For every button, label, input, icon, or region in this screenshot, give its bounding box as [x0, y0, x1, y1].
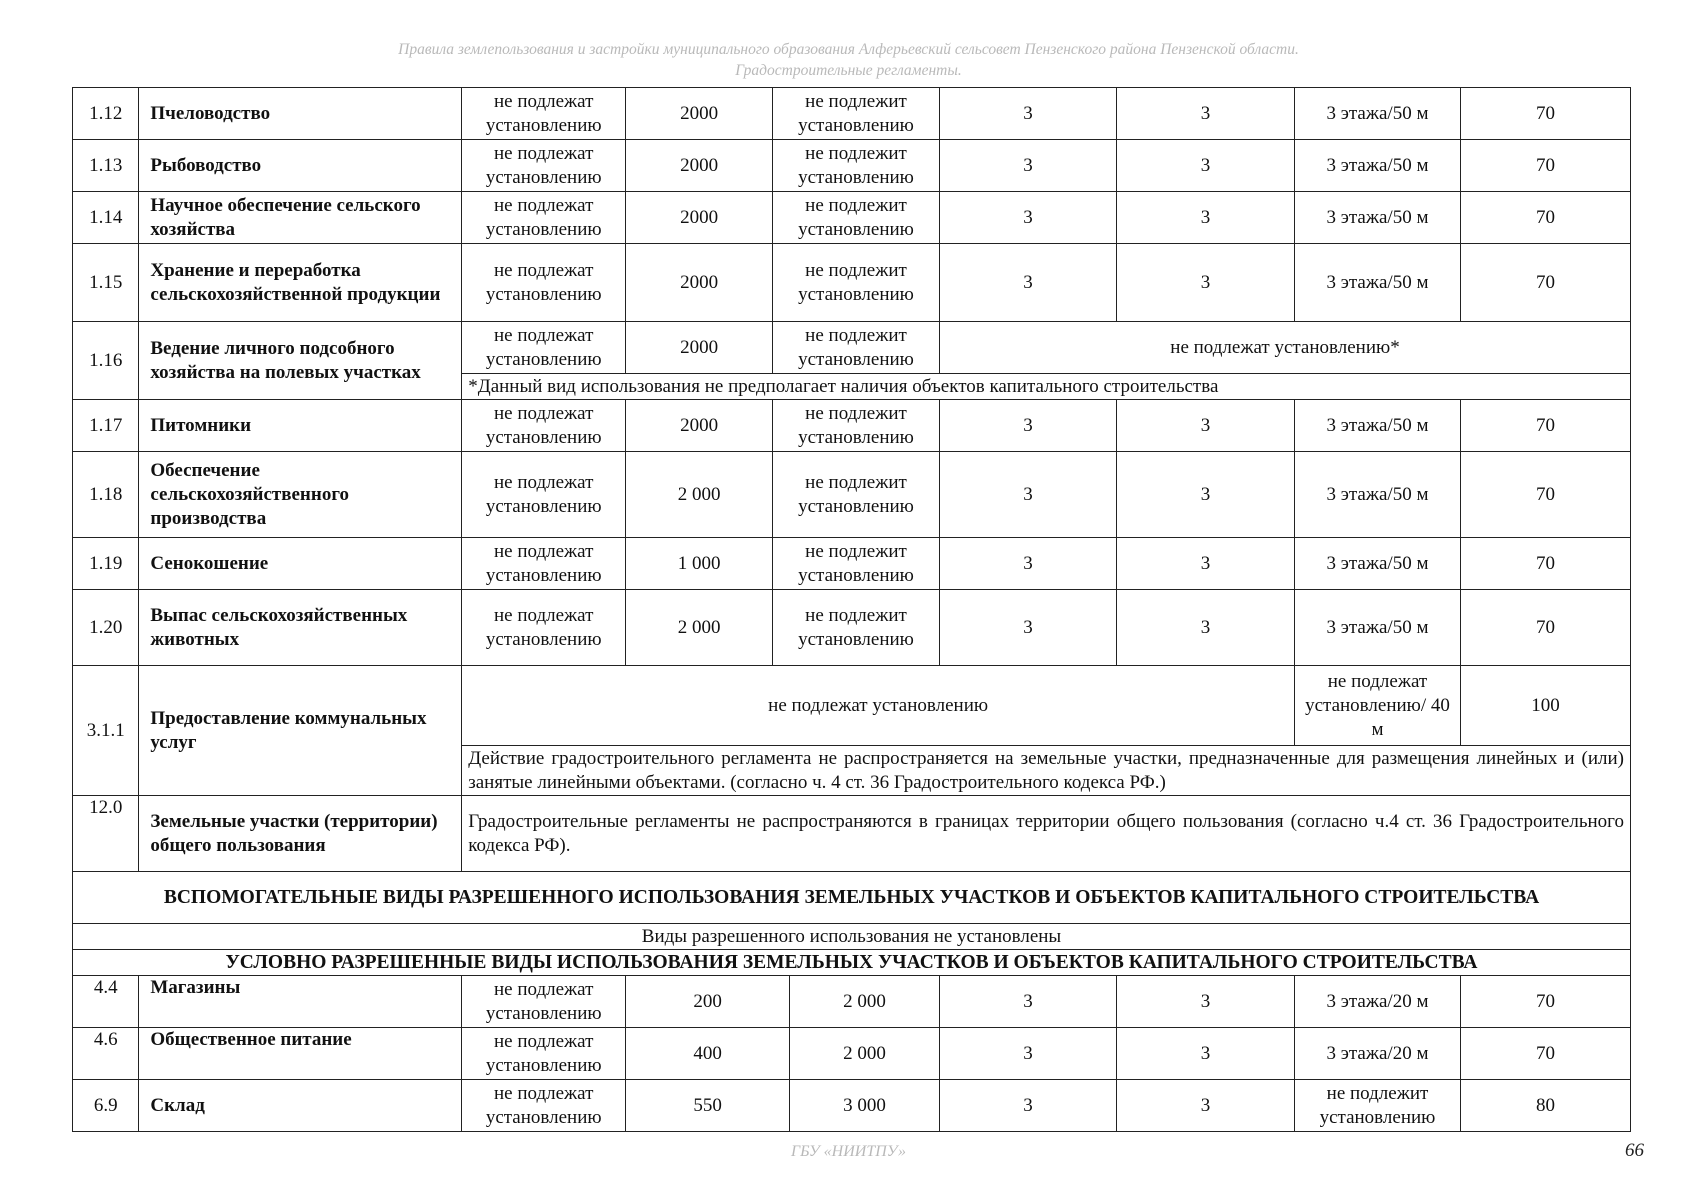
- cell-value: не подлежит установлению: [773, 538, 940, 590]
- cell-value: не подлежат установлению: [462, 322, 626, 374]
- cell-value: 70: [1460, 538, 1630, 590]
- table-row: [73, 590, 1631, 666]
- cell-value: 3 этажа/50 м: [1295, 400, 1461, 452]
- section-note: Виды разрешенного использования не установлены: [73, 924, 1631, 950]
- cell-value: не подлежат установлению/ 40 м: [1295, 666, 1461, 746]
- cell-value: 3 этажа/50 м: [1295, 538, 1461, 590]
- cell-value: 3 этажа/20 м: [1295, 976, 1461, 1028]
- cell-value: 2000: [626, 88, 773, 140]
- cell-value: 3: [1117, 140, 1295, 192]
- cell-value: 3: [1117, 400, 1295, 452]
- cell-value: не подлежат установлению: [462, 1080, 626, 1132]
- table-row: [73, 976, 1631, 1028]
- note-cell: Градостроительные регламенты не распространяются в границах территории общего пользования (согласно ч.4 ст. 36 Градостроительного кодекса РФ).: [462, 796, 1631, 872]
- cell-value: 70: [1460, 400, 1630, 452]
- cell-value: не подлежит установлению: [773, 192, 940, 244]
- cell-value: 3: [1117, 1028, 1295, 1080]
- section-header-row: [73, 872, 1631, 924]
- cell-value: 2000: [626, 322, 773, 374]
- cell-value: не подлежат установлению: [462, 1028, 626, 1080]
- table-row: [73, 666, 1631, 746]
- table-row: [73, 192, 1631, 244]
- note-cell: Действие градостроительного регламента не распространяется на земельные участки, предназначенные для размещения линейных и (или) занятые линейными объектами. (согласно ч. 4 ст. 36 Градостроительного кодекса РФ.): [462, 746, 1631, 796]
- use-type-name: Выпас сельскохозяйственных животных: [139, 590, 462, 666]
- cell-value: не подлежат установлению: [462, 244, 626, 322]
- cell-value: 70: [1460, 1028, 1630, 1080]
- regulations-table: [72, 87, 1631, 1132]
- table-row: [73, 322, 1631, 374]
- page-number: 66: [1625, 1140, 1644, 1161]
- cell-value: 2 000: [626, 452, 773, 538]
- row-number: 12.0: [73, 796, 139, 872]
- cell-value: не подлежат установлению: [462, 140, 626, 192]
- cell-value: 3 этажа/50 м: [1295, 192, 1461, 244]
- cell-value: 550: [626, 1080, 790, 1132]
- row-number: 1.16: [73, 322, 139, 400]
- cell-value: 400: [626, 1028, 790, 1080]
- cell-value: 2000: [626, 140, 773, 192]
- cell-value: не подлежат установлению: [462, 538, 626, 590]
- cell-value: 3: [1117, 244, 1295, 322]
- row-number: 1.13: [73, 140, 139, 192]
- cell-value: 3 этажа/50 м: [1295, 590, 1461, 666]
- row-number: 1.14: [73, 192, 139, 244]
- cell-value: 70: [1460, 140, 1630, 192]
- use-type-name: Склад: [139, 1080, 462, 1132]
- cell-value: 3: [939, 140, 1116, 192]
- table-row: [73, 1028, 1631, 1080]
- cell-value: 3: [1117, 88, 1295, 140]
- use-type-name: Магазины: [139, 976, 462, 1028]
- cell-value: 3 000: [790, 1080, 940, 1132]
- cell-value: 3 этажа/50 м: [1295, 140, 1461, 192]
- cell-value: 3: [939, 88, 1116, 140]
- cell-value: 70: [1460, 590, 1630, 666]
- cell-value: 3: [939, 192, 1116, 244]
- section-title-auxiliary: ВСПОМОГАТЕЛЬНЫЕ ВИДЫ РАЗРЕШЕННОГО ИСПОЛЬЗОВАНИЯ ЗЕМЕЛЬНЫХ УЧАСТКОВ И ОБЪЕКТОВ КАПИТАЛЬНОГО СТРОИТЕЛЬСТВА: [73, 872, 1631, 924]
- use-type-name: Общественное питание: [139, 1028, 462, 1080]
- use-type-name: Предоставление коммунальных услуг: [139, 666, 462, 796]
- use-type-name: Ведение личного подсобного хозяйства на полевых участках: [139, 322, 462, 400]
- row-number: 4.6: [73, 1028, 139, 1080]
- cell-value: 3: [1117, 976, 1295, 1028]
- cell-value: 2000: [626, 244, 773, 322]
- use-type-name: Рыбоводство: [139, 140, 462, 192]
- cell-value: 3: [1117, 452, 1295, 538]
- cell-value: не подлежит установлению: [1295, 1080, 1461, 1132]
- running-header-line-2: Градостроительные регламенты.: [735, 62, 962, 79]
- cell-value: 3: [939, 452, 1116, 538]
- footer-organization: ГБУ «НИИТПУ»: [791, 1143, 906, 1160]
- cell-value: не подлежат установлению: [462, 400, 626, 452]
- cell-value: 3 этажа/20 м: [1295, 1028, 1461, 1080]
- table-row: [73, 1080, 1631, 1132]
- cell-value: 70: [1460, 976, 1630, 1028]
- table-row: [73, 796, 1631, 872]
- cell-value: 2 000: [790, 976, 940, 1028]
- use-type-name: Пчеловодство: [139, 88, 462, 140]
- cell-value: 3 этажа/50 м: [1295, 88, 1461, 140]
- cell-value: 70: [1460, 88, 1630, 140]
- cell-value: 70: [1460, 244, 1630, 322]
- table-row: [73, 140, 1631, 192]
- cell-value: 3 этажа/50 м: [1295, 244, 1461, 322]
- cell-value: 3: [1117, 192, 1295, 244]
- use-type-name: Сенокошение: [139, 538, 462, 590]
- cell-value: 1 000: [626, 538, 773, 590]
- row-number: 1.19: [73, 538, 139, 590]
- cell-value: не подлежат установлению: [462, 88, 626, 140]
- use-type-name: Земельные участки (территории) общего пользования: [139, 796, 462, 872]
- cell-value: не подлежит установлению: [773, 400, 940, 452]
- cell-value: 3: [939, 244, 1116, 322]
- cell-value: 3: [939, 400, 1116, 452]
- cell-value: 3: [939, 538, 1116, 590]
- row-number: 6.9: [73, 1080, 139, 1132]
- cell-value: не подлежит установлению: [773, 88, 940, 140]
- row-number: 1.18: [73, 452, 139, 538]
- table-row: [73, 452, 1631, 538]
- row-number: 1.12: [73, 88, 139, 140]
- row-number: 1.15: [73, 244, 139, 322]
- use-type-name: Хранение и переработка сельскохозяйственной продукции: [139, 244, 462, 322]
- cell-value: не подлежит установлению: [773, 244, 940, 322]
- cell-value: не подлежат установлению: [462, 192, 626, 244]
- cell-value: 3: [939, 590, 1116, 666]
- row-number: 1.20: [73, 590, 139, 666]
- table-row: [73, 538, 1631, 590]
- cell-value: не подлежит установлению: [773, 322, 940, 374]
- table-row: [73, 244, 1631, 322]
- cell-value: 3: [1117, 538, 1295, 590]
- merged-cell: не подлежат установлению: [462, 666, 1295, 746]
- cell-value: 70: [1460, 452, 1630, 538]
- row-number: 1.17: [73, 400, 139, 452]
- cell-value: 2000: [626, 192, 773, 244]
- section-title-conditional: УСЛОВНО РАЗРЕШЕННЫЕ ВИДЫ ИСПОЛЬЗОВАНИЯ ЗЕМЕЛЬНЫХ УЧАСТКОВ И ОБЪЕКТОВ КАПИТАЛЬНОГО СТРОИТЕЛЬСТВА: [73, 950, 1631, 976]
- table-row: [73, 400, 1631, 452]
- cell-value: 3: [939, 1080, 1116, 1132]
- footnote-cell: *Данный вид использования не предполагает наличия объектов капитального строительства: [462, 374, 1631, 400]
- cell-value: 3: [939, 1028, 1116, 1080]
- table-row: [73, 88, 1631, 140]
- cell-value: не подлежит установлению: [773, 140, 940, 192]
- cell-value: не подлежит установлению: [773, 590, 940, 666]
- cell-value: не подлежат установлению: [462, 590, 626, 666]
- cell-value: 100: [1460, 666, 1630, 746]
- use-type-name: Обеспечение сельскохозяйственного производства: [139, 452, 462, 538]
- table-row: [73, 924, 1631, 950]
- merged-cell: не подлежат установлению*: [939, 322, 1630, 374]
- cell-value: не подлежат установлению: [462, 452, 626, 538]
- row-number: 4.4: [73, 976, 139, 1028]
- cell-value: 3: [1117, 1080, 1295, 1132]
- cell-value: 3 этажа/50 м: [1295, 452, 1461, 538]
- cell-value: 200: [626, 976, 790, 1028]
- use-type-name: Питомники: [139, 400, 462, 452]
- running-header-line-1: Правила землепользования и застройки муниципального образования Алферьевский сельсовет Пензенского района Пензенской области.: [398, 41, 1299, 58]
- cell-value: 3: [1117, 590, 1295, 666]
- cell-value: 70: [1460, 192, 1630, 244]
- row-number: 3.1.1: [73, 666, 139, 796]
- cell-value: 80: [1460, 1080, 1630, 1132]
- use-type-name: Научное обеспечение сельского хозяйства: [139, 192, 462, 244]
- cell-value: 2000: [626, 400, 773, 452]
- cell-value: 2 000: [626, 590, 773, 666]
- cell-value: 3: [939, 976, 1116, 1028]
- section-header-row: [73, 950, 1631, 976]
- cell-value: не подлежит установлению: [773, 452, 940, 538]
- cell-value: 2 000: [790, 1028, 940, 1080]
- cell-value: не подлежат установлению: [462, 976, 626, 1028]
